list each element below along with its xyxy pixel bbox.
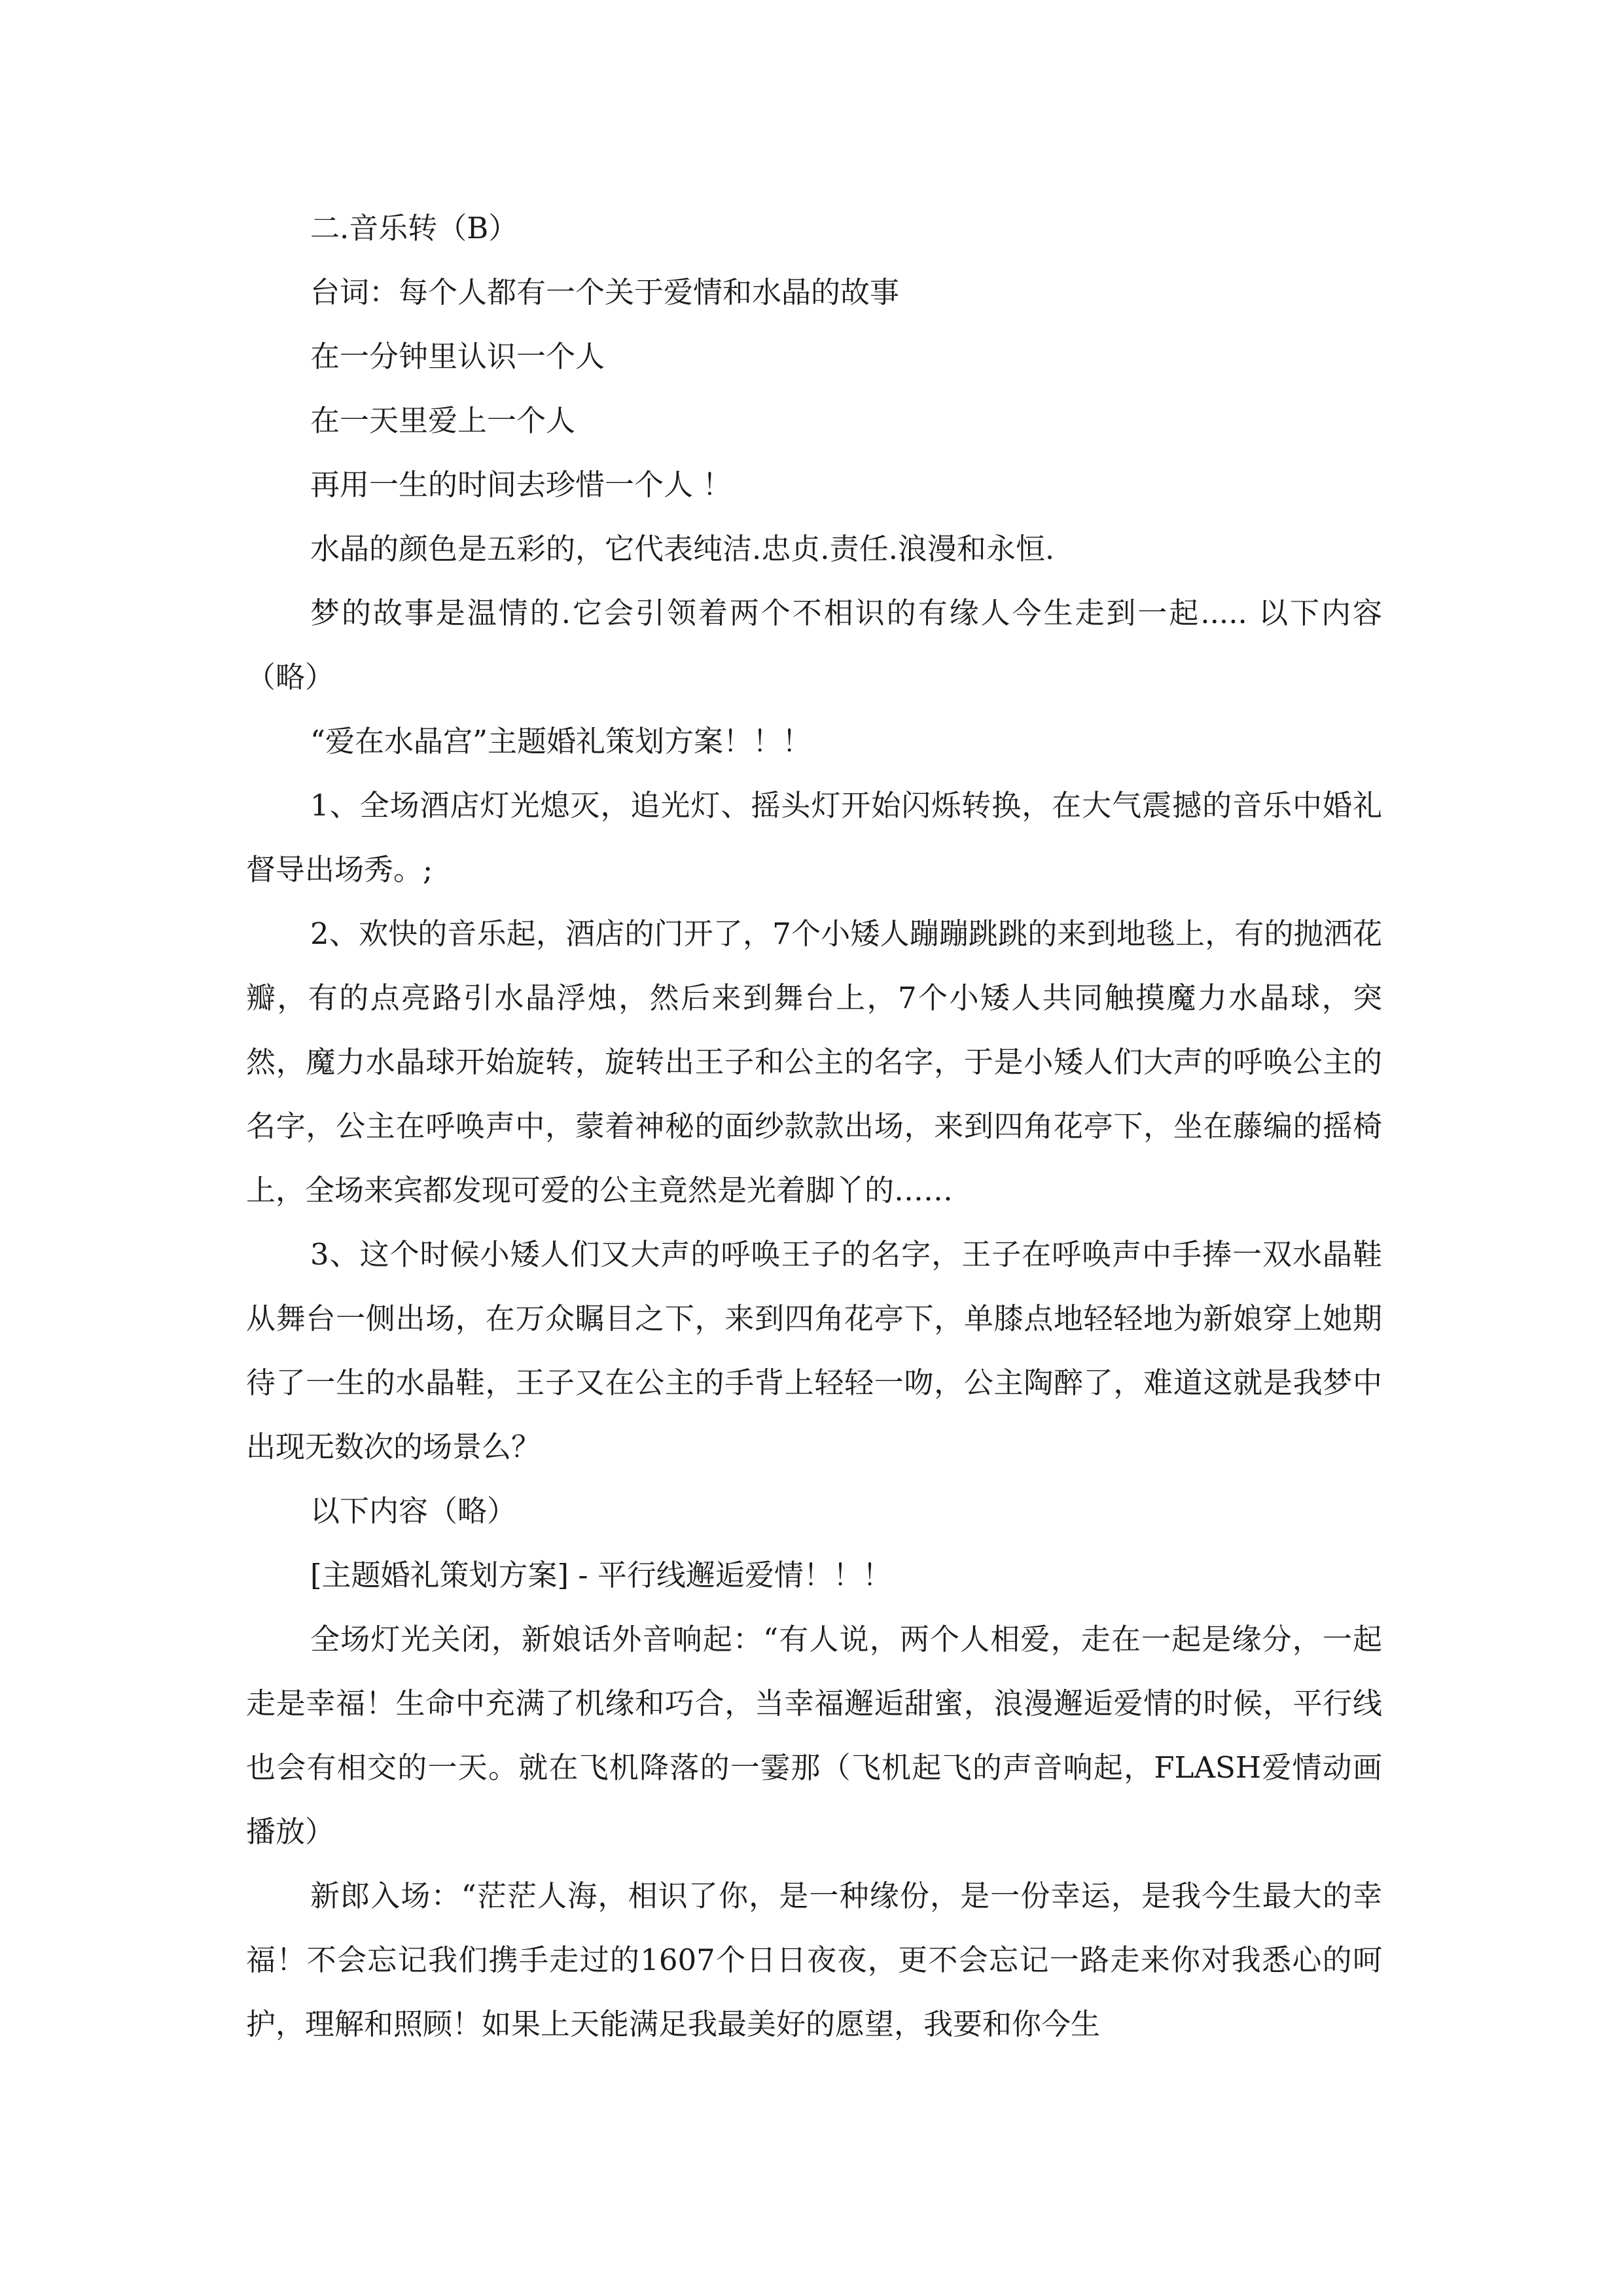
section-heading-music-turn: 二.音乐转（B） [310,211,518,245]
plan-step-2: 2、欢快的音乐起，酒店的门开了，7个小矮人蹦蹦跳跳的来到地毯上，有的抛洒花瓣，有的点亮路引水晶浮烛，然后来到舞台上，7个小矮人共同触摸魔力水晶球，突然，魔力水晶球开始旋转，旋转出王子和公主的名字，于是小矮人们大声的呼唤公主的名字，公主在呼唤声中，蒙着神秘的面纱款款出场，来到四角花亭下，坐在藤编的摇椅上，全场来宾都发现可爱的公主竟然是光着脚丫的…… [246,916,1382,1208]
groom-entrance-paragraph: 新郎入场：“茫茫人海，相识了你，是一种缘份，是一份幸运，是我今生最大的幸福！不会忘记我们携手走过的1607个日日夜夜，更不会忘记一路走来你对我悉心的呵护，理解和照顾！如果上天能满足我最美好的愿望，我要和你今生 [246,1878,1382,2041]
omitted-content-note: 以下内容（略） [310,1494,517,1528]
script-line-dream-story: 梦的故事是温情的.它会引领着两个不相识的有缘人今生走到一起..... 以下内容（略） [246,596,1382,694]
script-line-lifetime: 再用一生的时间去珍惜一个人 ！ [310,467,732,502]
script-line-minute: 在一分钟里认识一个人 [310,339,605,374]
document-body [246,196,1382,2056]
script-line-crystal-colors: 水晶的颜色是五彩的，它代表纯洁.忠贞.责任.浪漫和永恒. [310,531,1055,566]
plan-step-1: 1、全场酒店灯光熄灭，追光灯、摇头灯开始闪烁转换，在大气震撼的音乐中婚礼督导出场秀。; [246,788,1382,887]
script-line-intro: 台词：每个人都有一个关于爱情和水晶的故事 [310,275,900,310]
bride-voiceover-paragraph: 全场灯光关闭，新娘话外音响起：“有人说，两个人相爱，走在一起是缘分，一起走是幸福！生命中充满了机缘和巧合，当幸福邂逅甜蜜，浪漫邂逅爱情的时候，平行线也会有相交的一天。就在飞机降落的一霎那（飞机起飞的声音响起，FLASH爱情动画播放） [246,1622,1382,1849]
plan-step-3: 3、这个时候小矮人们又大声的呼唤王子的名字，王子在呼唤声中手捧一双水晶鞋从舞台一侧出场，在万众瞩目之下，来到四角花亭下，单膝点地轻轻地为新娘穿上她期待了一生的水晶鞋，王子又在公主的手背上轻轻一吻，公主陶醉了，难道这就是我梦中出现无数次的场景么？ [246,1237,1382,1464]
script-line-day: 在一天里爱上一个人 [310,403,576,438]
plan-title-crystal-palace: “爱在水晶宫”主题婚礼策划方案！！！ [310,724,812,759]
plan-title-parallel-lines: [主题婚礼策划方案] - 平行线邂逅爱情！！！ [310,1558,892,1592]
